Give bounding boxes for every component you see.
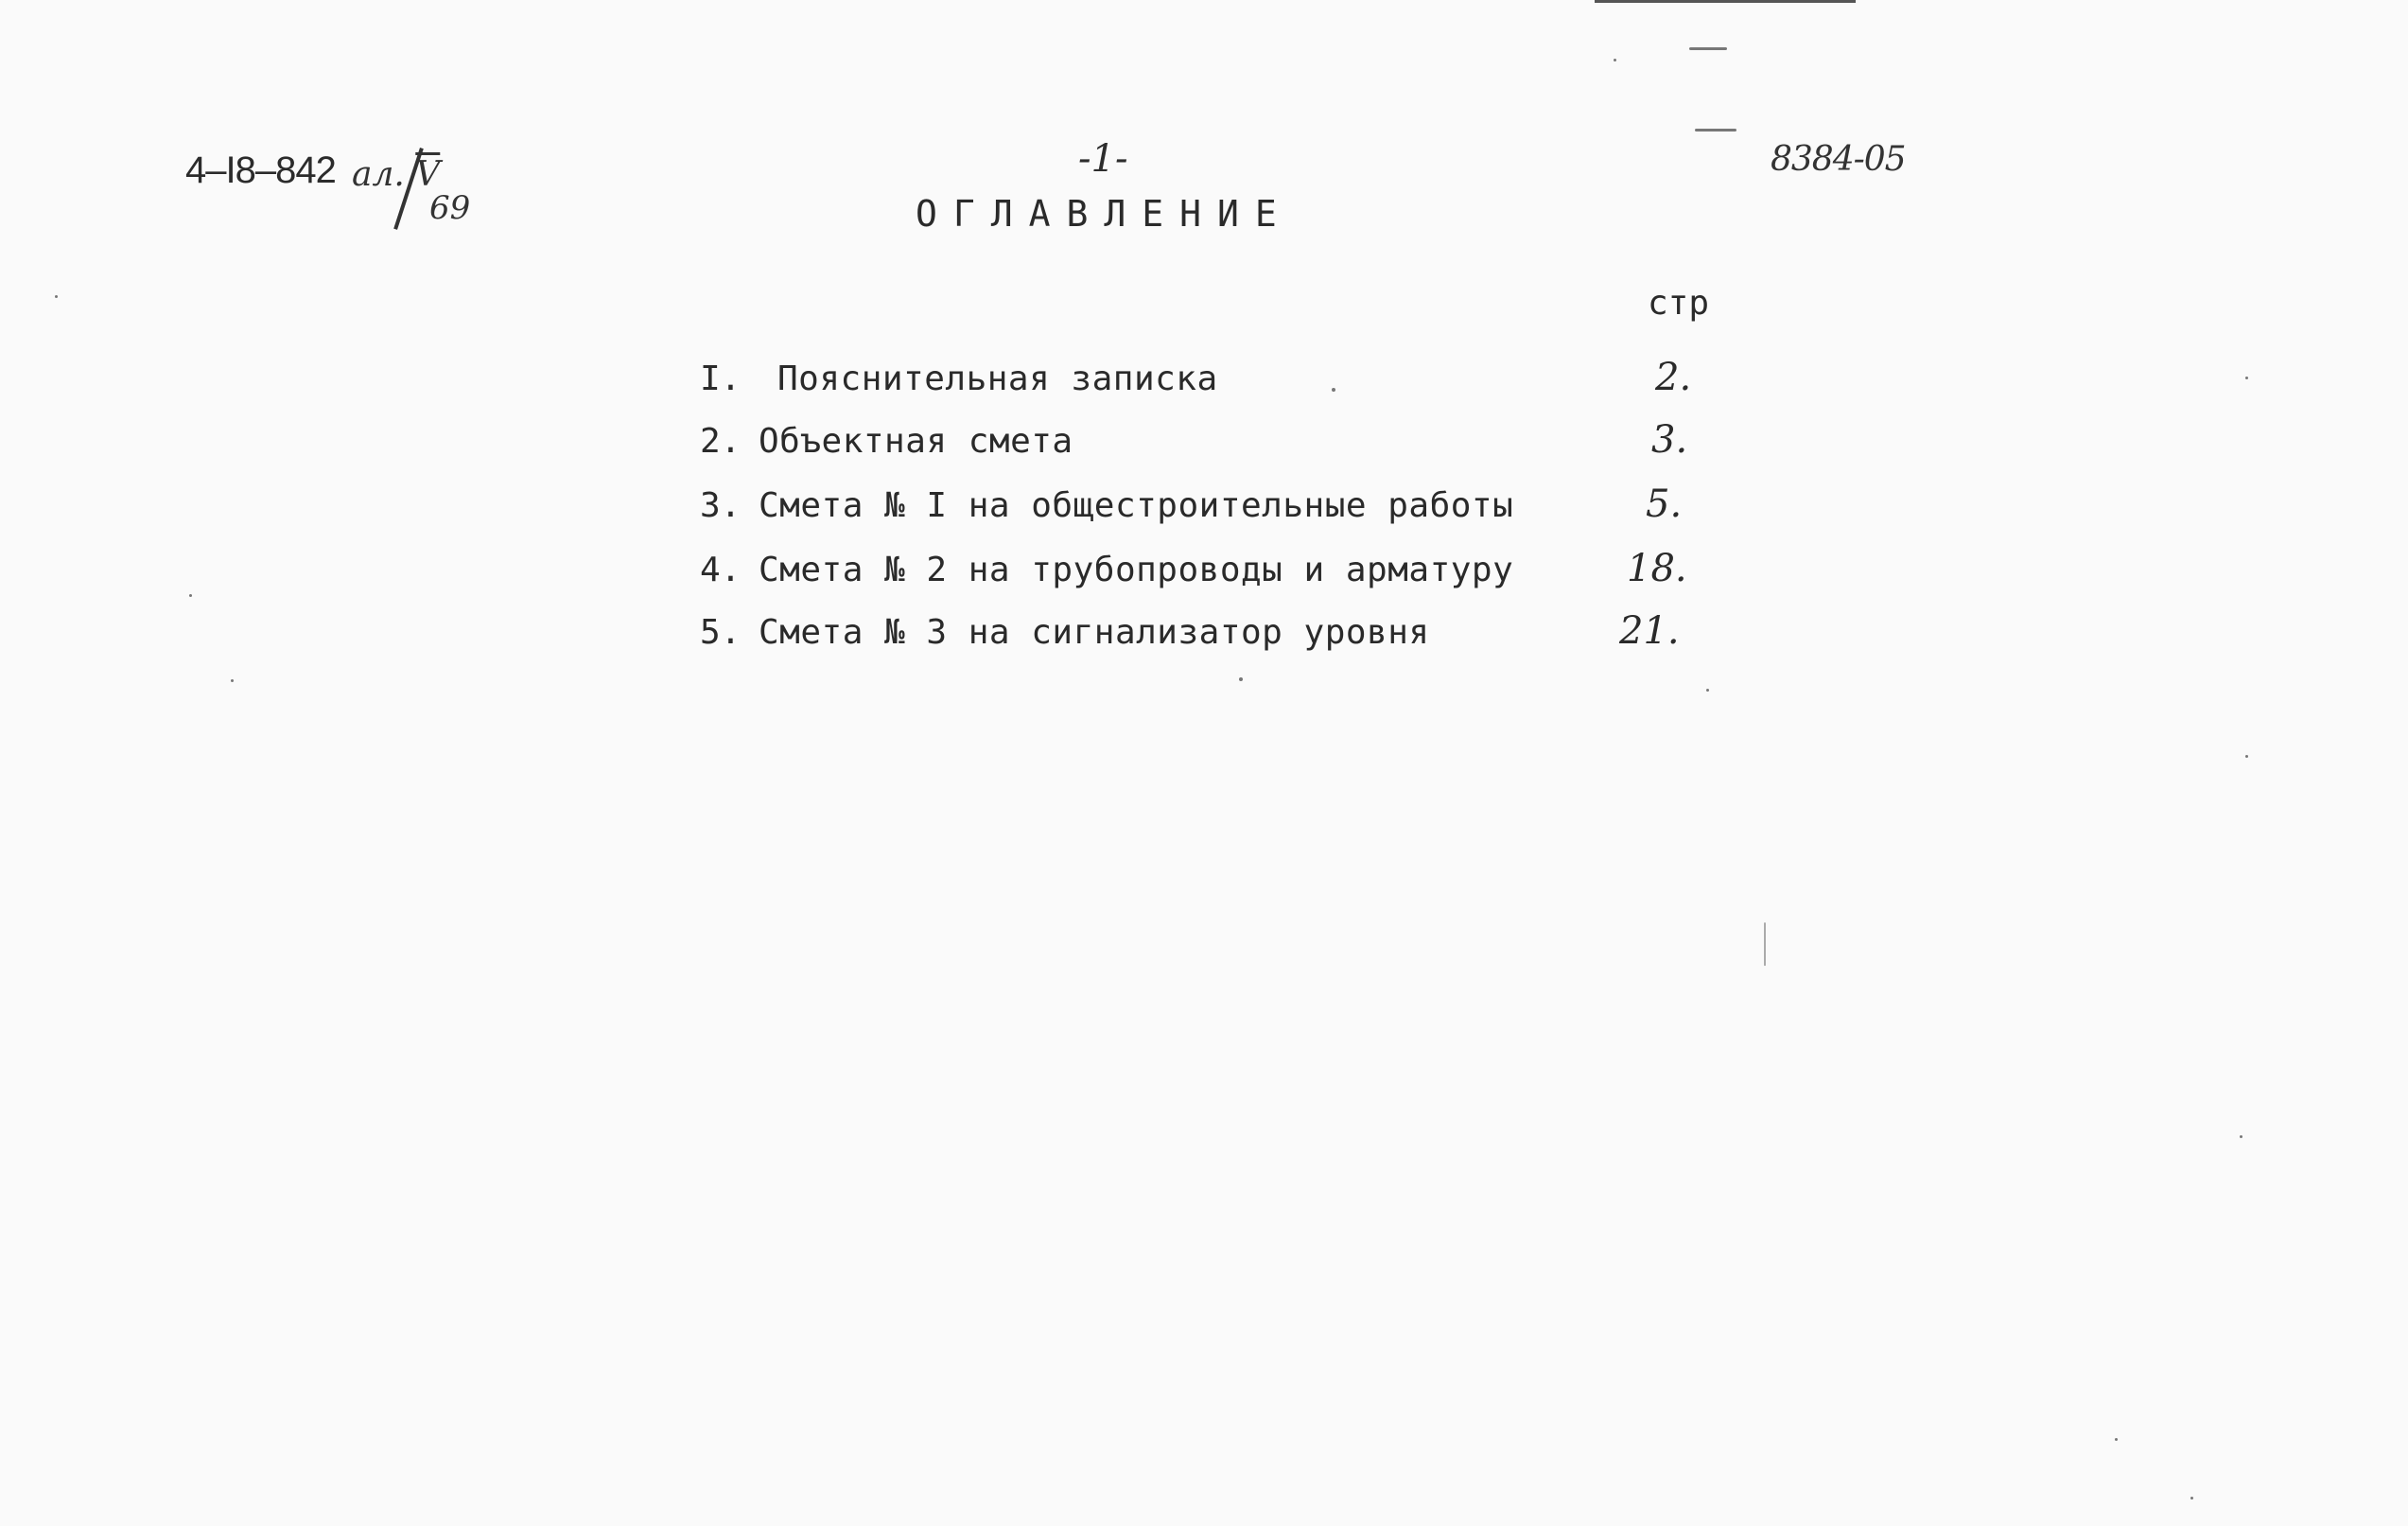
toc-item-page: 2.: [1655, 356, 1692, 399]
sheet-prefix: ал.: [352, 155, 405, 194]
page-column-header: стр: [1648, 284, 1710, 323]
toc-item-number: 2.: [700, 422, 742, 461]
toc-item: [700, 356, 1740, 412]
toc-item-label: Пояснительная записка: [777, 360, 1218, 398]
scan-speck: [1695, 129, 1736, 132]
top-edge-rule: [1595, 0, 1856, 3]
toc-item-label: Смета № 3 на сигнализатор уровня: [759, 613, 1430, 652]
toc-item-label: Объектная смета: [759, 422, 1073, 461]
scan-speck: [1239, 677, 1243, 681]
page-number: -1-: [1078, 137, 1128, 181]
toc-item: [700, 609, 1740, 666]
scan-speck: [2115, 1438, 2118, 1441]
toc-item-label: Смета № 2 на трубопроводы и арматуру: [759, 551, 1514, 589]
scan-speck: [189, 594, 192, 597]
toc-item-number: 5.: [700, 613, 742, 652]
toc-item: [700, 482, 1740, 539]
scan-speck: [1706, 689, 1709, 692]
scan-speck: [55, 295, 58, 298]
archive-number: 8384-05: [1771, 140, 1906, 179]
document-code: 4–I8–842: [185, 149, 336, 191]
scan-speck: [2240, 1135, 2242, 1138]
toc-item-number: I.: [700, 360, 742, 398]
toc-item-label: Смета № I на общестроительные работы: [759, 486, 1514, 525]
scan-speck: [231, 679, 234, 682]
scan-speck: [1764, 922, 1766, 966]
sheet-numerator: $\overline{V}$: [415, 155, 441, 194]
toc-item-page: 5.: [1646, 482, 1683, 526]
scan-speck: [2190, 1497, 2193, 1500]
toc-item-page: 18.: [1627, 547, 1687, 590]
sheet-fraction: [352, 155, 471, 227]
page-title: ОГЛАВЛЕНИЕ: [916, 193, 1293, 235]
scan-speck: [1614, 59, 1616, 61]
toc-item: [700, 418, 1740, 475]
toc-item: [700, 547, 1740, 604]
scan-speck: [2245, 377, 2248, 379]
toc-item-number: 3.: [700, 486, 742, 525]
sheet-denominator: 69: [429, 189, 471, 227]
toc-item-page: 21.: [1619, 609, 1680, 653]
table-of-contents: [700, 356, 1740, 681]
scan-speck: [1689, 47, 1727, 50]
toc-item-page: 3.: [1651, 418, 1688, 462]
scan-speck: [2245, 755, 2248, 758]
scan-speck: [1332, 388, 1335, 392]
toc-item-number: 4.: [700, 551, 742, 589]
